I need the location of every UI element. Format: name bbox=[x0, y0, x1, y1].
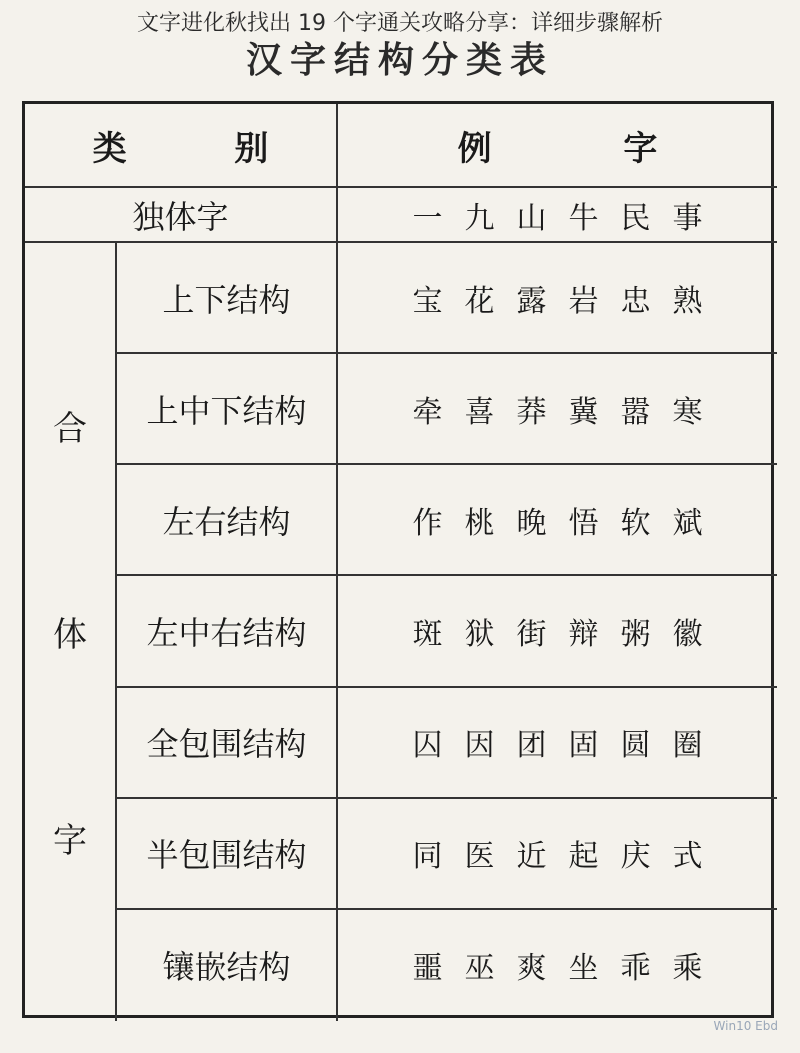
row-label-embedded: 镶嵌结构 bbox=[117, 910, 338, 1021]
row-label-top-bottom: 上下结构 bbox=[117, 243, 338, 354]
row-examples-top-middle-bottom: 牵喜莽冀嚣寒 bbox=[338, 354, 777, 465]
row-label-half-enclosure: 半包围结构 bbox=[117, 799, 338, 910]
row-label-full-enclosure: 全包围结构 bbox=[117, 688, 338, 799]
compound-char-2: 体 bbox=[53, 615, 87, 656]
header-examples: 例 字 bbox=[338, 104, 777, 188]
compound-char-3: 字 bbox=[53, 821, 87, 862]
watermark: Win10 Ebd bbox=[713, 1019, 778, 1033]
independent-label: 独体字 bbox=[25, 188, 338, 243]
compound-char-1: 合 bbox=[53, 409, 87, 450]
structure-table bbox=[22, 101, 774, 1018]
independent-examples: 一九山牛民事 bbox=[338, 188, 777, 243]
row-examples-left-middle-right: 斑狱街辩粥徽 bbox=[338, 576, 777, 687]
row-examples-embedded: 噩巫爽坐乖乘 bbox=[412, 951, 725, 987]
row-label-left-right: 左右结构 bbox=[117, 465, 338, 576]
row-examples-left-right: 作桃晚悟软斌 bbox=[338, 465, 777, 576]
row-examples-half-enclosure: 同医近起庆式 bbox=[338, 799, 777, 910]
compound-group-label bbox=[25, 243, 117, 1021]
header-category: 类 别 bbox=[25, 104, 338, 188]
overlay-caption: 文字进化秋找出 19 个字通关攻略分享：详细步骤解析 bbox=[137, 11, 663, 36]
row-examples-top-bottom: 宝花露岩忠熟 bbox=[338, 243, 777, 354]
row-label-left-middle-right: 左中右结构 bbox=[117, 576, 338, 687]
table-title: 汉字结构分类表 bbox=[245, 40, 554, 81]
row-examples-full-enclosure: 囚因团固圆圈 bbox=[338, 688, 777, 799]
row-label-top-middle-bottom: 上中下结构 bbox=[117, 354, 338, 465]
